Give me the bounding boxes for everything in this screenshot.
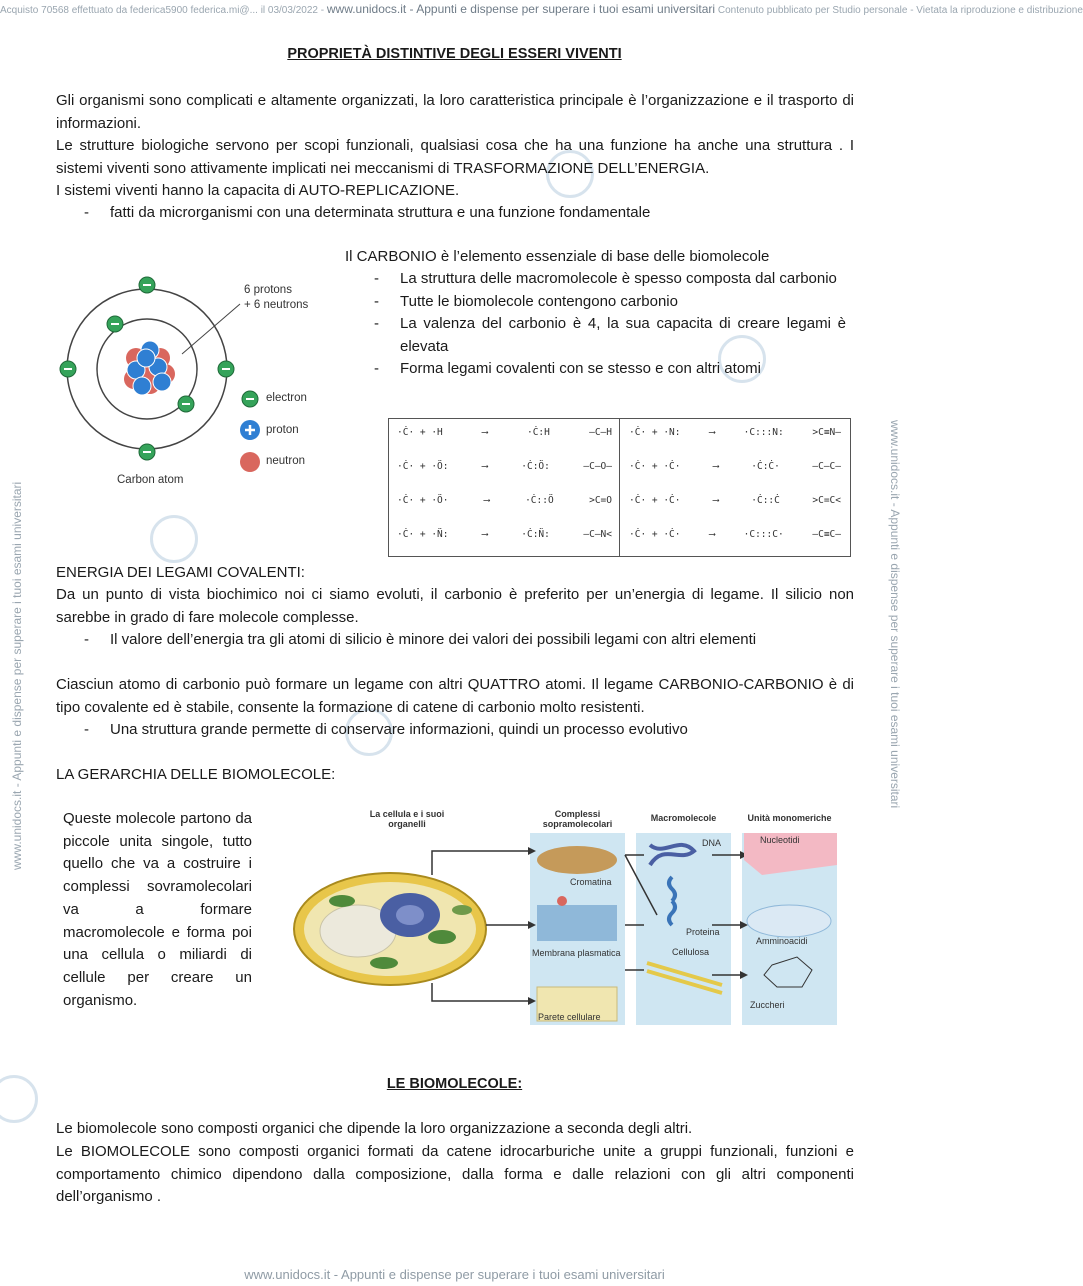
- bond-structure: >C=O: [589, 495, 612, 506]
- intro-bullet: [84, 202, 850, 225]
- bullet-dash: -: [374, 292, 379, 310]
- intro-paragraph-1: Gli organismi sono complicati e altamente organizzati, la loro caratteristica principale è l’organizzazione e il trasporto di informazioni.: [56, 92, 854, 132]
- carbon-bullet: [374, 358, 846, 381]
- label-dna: DNA: [702, 838, 722, 848]
- carbon-bullet-text: Forma legami covalenti con se stesso e con altri atomi: [400, 360, 761, 377]
- bond-product: ·Ċ:Ċ·: [751, 461, 780, 472]
- bond-row: [397, 529, 612, 563]
- bond-reactants: ·Ċ· + ·N:: [629, 427, 681, 438]
- bullet-dash: -: [84, 631, 89, 648]
- biomolecole-paragraph-1: Le biomolecole sono composti organici che dipende la loro organizzazione a seconda degli altri.: [56, 1120, 693, 1137]
- legend-proton: proton: [266, 424, 299, 436]
- label-nucleotidi: Nucleotidi: [760, 835, 800, 845]
- legend-neutron: neutron: [266, 455, 306, 467]
- intro-paragraph-3: I sistemi viventi hanno la capacita di AUTO-REPLICAZIONE.: [56, 182, 460, 199]
- intro-paragraph-2: Le strutture biologiche servono per scopi funzionali, qualsiasi cosa che ha una funzione ha anche una struttura . I sistemi viventi sono attivamente implicati nei meccanismi di TRASFORMAZIONE DELL’ENERGIA.: [56, 137, 854, 177]
- carbon-atom-caption: Carbon atom: [117, 474, 184, 486]
- bond-structure: —C—O—: [583, 461, 612, 472]
- arrow-icon: ⟶: [482, 461, 488, 472]
- bond-reactants: ·Ċ· + ·Ö:: [397, 461, 449, 472]
- bond-product: ·Ċ:H: [526, 427, 550, 438]
- carbon-bullet: [374, 268, 846, 291]
- footer-watermark: www.unidocs.it - Appunti e dispense per superare i tuoi esami universitari: [244, 1267, 665, 1282]
- label-parete: Parete cellulare: [538, 1012, 601, 1022]
- carbon-atom-figure: [50, 262, 330, 502]
- carbon-bullet: [374, 291, 846, 314]
- figure-col-macromolecules: Macromolecole: [650, 813, 717, 823]
- header-right-text: Contenuto pubblicato per Studio personale - Vietata la riproduzione e distribuzione: [717, 5, 1083, 16]
- carbon-bullet-text: La valenza del carbonio è 4, la sua capacita di creare legami è elevata: [400, 315, 846, 355]
- biomolecole-paragraph-2: Le BIOMOLECOLE sono composti organici formati da catene idrocarburiche unite a gruppi funzionali, funzioni e comportamento chimico dipendono dalla composizione, dalla forma e dalle relazioni con gli altri componenti dell’organismo .: [56, 1143, 854, 1205]
- arrow-icon: ⟶: [709, 427, 715, 438]
- bonds-left-column: [397, 427, 612, 563]
- bullet-dash: -: [84, 204, 89, 221]
- energy-bullet-2-text: Una struttura grande permette di conservare informazioni, quindi un processo evolutivo: [110, 721, 688, 738]
- intro-bullet-text: fatti da microrganismi con una determinata struttura e una funzione fondamentale: [110, 204, 651, 221]
- arrow-icon: ⟶: [482, 529, 488, 540]
- carbon-bullet-text: La struttura delle macromolecole è spesso composta dal carbonio: [400, 270, 837, 287]
- carbon-bullet: [374, 313, 846, 358]
- header-bar: [0, 2, 1083, 16]
- energy-paragraph-1: Da un punto di vista biochimico noi ci siamo evoluti, il carbonio è preferito per un’energia di legame. Il silicio non sarebbe in grado di fare molecole complesse.: [56, 586, 854, 626]
- watermark-left-text: www.unidocs.it - Appunti e dispense per superare i tuoi esami universitari: [10, 481, 24, 870]
- bond-product: ·Ċ:Ö:: [521, 461, 550, 472]
- bond-product: ·C:::N:: [743, 427, 784, 438]
- bullet-dash: -: [374, 315, 379, 332]
- bond-row: [397, 495, 612, 529]
- arrow-icon: ⟶: [483, 495, 490, 506]
- label-cromatina: Cromatina: [570, 877, 612, 887]
- hierarchy-heading: LA GERARCHIA DELLE BIOMOLECOLE:: [56, 766, 336, 783]
- legend-electron: electron: [266, 392, 307, 404]
- neutrons-label: + 6 neutrons: [244, 299, 309, 311]
- protons-label: 6 protons: [244, 284, 292, 296]
- energy-heading: ENERGIA DEI LEGAMI COVALENTI:: [56, 564, 305, 581]
- label-cellulosa: Cellulosa: [672, 947, 710, 957]
- watermark-right-text: www.unidocs.it - Appunti e dispense per superare i tuoi esami universitari: [888, 420, 902, 809]
- biomolecule-hierarchy-figure: [292, 805, 841, 1027]
- energy-bullet-1-text: Il valore dell’energia tra gli atomi di silicio è minore dei valori dei possibili legami con altri elementi: [110, 631, 757, 648]
- bond-structure: —C≡C—: [812, 529, 841, 540]
- bond-row: [629, 427, 841, 461]
- bond-row: [629, 529, 841, 563]
- figure-col-supramolecular: Complessi sopramolecolari: [542, 809, 613, 829]
- label-proteina: Proteina: [686, 927, 720, 937]
- watermark-logo-icon: [150, 515, 198, 563]
- bond-product: ·Ċ::Ö: [525, 495, 554, 506]
- bond-reactants: ·Ċ· + ·Ö·: [397, 495, 449, 506]
- bond-row: [397, 461, 612, 495]
- bond-product: ·Ċ:N̈:: [521, 529, 550, 540]
- bullet-dash: -: [374, 270, 379, 287]
- bonds-right-column: [629, 427, 841, 563]
- biomolecole-title: LE BIOMOLECOLE:: [386, 1076, 523, 1092]
- bond-structure: —C—H: [589, 427, 612, 438]
- hierarchy-text: Queste molecole partono da piccole unita singole, tutto quello che va a costruire i complessi sovramolecolari va a formare macromolecole e forma poi una cellula o miliardi di cellule per creare un organismo.: [63, 810, 252, 1009]
- header-center-text: www.unidocs.it - Appunti e dispense per superare i tuoi esami universitari: [326, 2, 716, 16]
- bond-row: [629, 461, 841, 495]
- table-divider: [619, 419, 620, 556]
- figure-col-monomers: Unità monomeriche: [747, 813, 832, 823]
- bond-reactants: ·Ċ· + ·N̈:: [397, 529, 449, 540]
- energy-bullet-1: [84, 629, 855, 652]
- arrow-icon: ⟶: [482, 427, 488, 438]
- bond-structure: —C—N<: [583, 529, 612, 540]
- label-amminoacidi: Amminoacidi: [756, 936, 808, 946]
- bullet-dash: -: [84, 721, 89, 738]
- bond-reactants: ·Ċ· + ·Ċ·: [629, 461, 681, 472]
- energy-paragraph-2: Ciasciun atomo di carbonio può formare un legame con altri QUATTRO atomi. Il legame CARBONIO-CARBONIO è di tipo covalente ed è stabile, consente la formazione di catene di carbonio molto resistenti.: [56, 676, 854, 716]
- figure-col-cell: La cellula e i suoi organelli: [369, 809, 445, 829]
- arrow-icon: ⟶: [713, 495, 719, 506]
- energy-bullet-2: [84, 719, 850, 742]
- label-zuccheri: Zuccheri: [750, 1000, 785, 1010]
- carbon-heading: Il CARBONIO è l’elemento essenziale di base delle biomolecole: [345, 248, 770, 265]
- bond-structure: >C≡N—: [812, 427, 841, 438]
- carbon-bullet-text: Tutte le biomolecole contengono carbonio: [400, 292, 678, 310]
- arrow-icon: ⟶: [713, 461, 719, 472]
- header-left-text: Acquisto 70568 effettuato da federica5900 federica.mi@... il 03/03/2022 -: [0, 5, 325, 16]
- bond-product: ·C:::C·: [743, 529, 784, 540]
- carbon-bullet-list: [374, 268, 846, 381]
- bond-structure: —C—C—: [812, 461, 841, 472]
- bond-row: [397, 427, 612, 461]
- bullet-dash: -: [374, 360, 379, 377]
- arrow-icon: ⟶: [709, 529, 715, 540]
- bond-structure: >C=C<: [812, 495, 841, 506]
- bond-product: ·Ċ::Ċ: [751, 495, 780, 506]
- covalent-bonds-table: [388, 418, 851, 557]
- bond-reactants: ·Ċ· + ·Ċ·: [629, 529, 681, 540]
- hierarchy-illustration: [292, 805, 841, 1027]
- bond-row: [629, 495, 841, 529]
- bond-reactants: ·Ċ· + ·Ċ·: [629, 495, 681, 506]
- bond-reactants: ·Ċ· + ·H: [397, 427, 443, 438]
- label-membrana: Membrana plasmatica: [532, 948, 621, 958]
- page-title: PROPRIETÀ DISTINTIVE DEGLI ESSERI VIVENTI: [287, 46, 622, 62]
